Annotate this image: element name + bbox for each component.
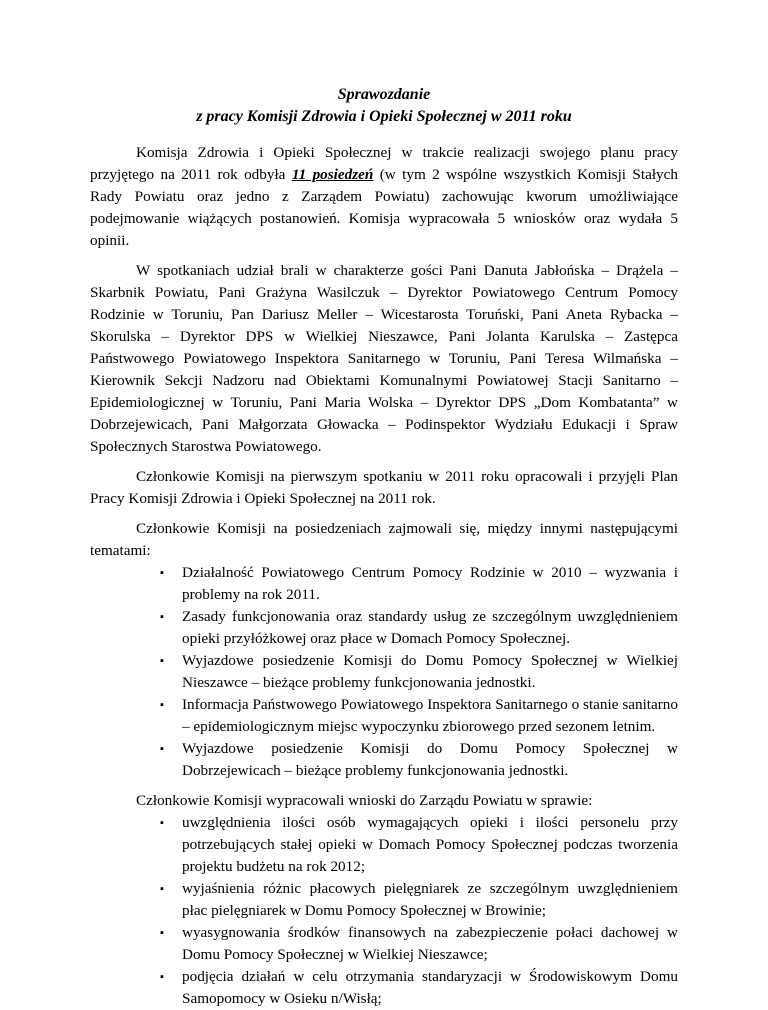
list-item [160, 878, 678, 922]
list-item [160, 738, 678, 782]
bullet-icon: ▪ [160, 567, 164, 579]
list-item [160, 650, 678, 694]
list-item-text: podjęcia działań w celu otrzymania standaryzacji w Środowiskowym Domu Samopomocy w Osieku n/Wisłą; [182, 968, 678, 1007]
document-page [90, 84, 678, 1010]
bullet-icon: ▪ [160, 699, 164, 711]
title-line-1: Sprawozdanie [337, 86, 431, 103]
paragraph-guests: W spotkaniach udział brali w charakterze gości Pani Danuta Jabłońska – Drążela – Skarbnik Powiatu, Pani Grażyna Wasilczuk – Dyrektor Powiatowego Centrum Pomocy Rodzinie w Toruniu, Pan Dariusz Meller – Wicestarosta Toruński, Pani Aneta Rybacka – Skorulska – Dyrektor DPS w Wielkiej Nieszawce, Pani Jolanta Karulska – Zastępca Państwowego Powiatowego Inspektora Sanitarnego w Toruniu, Pani Teresa Wilmańska – Kierownik Sekcji Nadzoru nad Obiektami Komunalnymi Powiatowej Stacji Sanitarno – Epidemiologicznej w Toruniu, Pani Maria Wolska – Dyrektor DPS „Dom Kombatanta” w Dobrzejewicach, Pani Małgorzata Głowacka – Podinspektor Wydziału Edukacji i Spraw Społecznych Starostwa Powiatowego. [90, 262, 678, 455]
list-item-text: Zasady funkcjonowania oraz standardy usług ze szczególnym uwzględnieniem opieki przyłóżkowej oraz płace w Domach Pomocy Społecznej. [182, 608, 678, 647]
list-item-text: Działalność Powiatowego Centrum Pomocy Rodzinie w 2010 – wyzwania i problemy na rok 2011. [182, 564, 678, 603]
list-item [160, 812, 678, 878]
paragraph-topics-intro: Członkowie Komisji na posiedzeniach zajmowali się, między innymi następującymi tematami: [90, 520, 678, 559]
bullet-icon: ▪ [160, 971, 164, 983]
list-item-text: Wyjazdowe posiedzenie Komisji do Domu Pomocy Społecznej w Wielkiej Nieszawce – bieżące problemy funkcjonowania jednostki. [182, 652, 678, 691]
paragraph-sessions-text-b: (w tym 2 wspólne wszystkich Komisji Stałych Rady Powiatu oraz jedno z Zarządem Powiatu) zachowując kworum umożliwiające podejmowanie wiążących postanowień. Komisja wypracowała 5 wniosków oraz wydała 5 opinii. [90, 166, 678, 249]
list-item-text: wyasygnowania środków finansowych na zabezpieczenie połaci dachowej w Domu Pomocy Społecznej w Wielkiej Nieszawce; [182, 924, 678, 963]
bullet-icon: ▪ [160, 611, 164, 623]
bullet-icon: ▪ [160, 883, 164, 895]
paragraph-sessions [90, 142, 678, 252]
list-item [160, 606, 678, 650]
list-item [160, 966, 678, 1010]
list-item [160, 694, 678, 738]
document-title [90, 84, 678, 128]
topics-list [90, 562, 678, 782]
paragraph-requests-intro: Członkowie Komisji wypracowali wnioski do Zarządu Powiatu w sprawie: [136, 792, 593, 809]
bullet-icon: ▪ [160, 927, 164, 939]
list-item-text: wyjaśnienia różnic płacowych pielęgniarek ze szczególnym uwzględnieniem płac pielęgniarek w Domu Pomocy Społecznej w Browinie; [182, 880, 678, 919]
list-item-text: Wyjazdowe posiedzenie Komisji do Domu Pomocy Społecznej w Dobrzejewicach – bieżące problemy funkcjonowania jednostki. [182, 740, 678, 779]
list-item [160, 922, 678, 966]
title-line-2: z pracy Komisji Zdrowia i Opieki Społecznej w 2011 roku [196, 108, 572, 125]
list-item-text: uwzględnienia ilości osób wymagających opieki i ilości personelu przy potrzebujących stałej opieki w Domach Pomocy Społecznej podczas tworzenia projektu budżetu na rok 2012; [182, 814, 678, 875]
paragraph-plan: Członkowie Komisji na pierwszym spotkaniu w 2011 roku opracowali i przyjęli Plan Pracy Komisji Zdrowia i Opieki Społecznej na 2011 rok. [90, 468, 678, 507]
list-item-text: Informacja Państwowego Powiatowego Inspektora Sanitarnego o stanie sanitarno – epidemiologicznym miejsc wypoczynku zbiorowego przed sezonem letnim. [182, 696, 678, 735]
sessions-count-emphasis: 11 posiedzeń [291, 166, 374, 183]
bullet-icon: ▪ [160, 817, 164, 829]
bullet-icon: ▪ [160, 655, 164, 667]
requests-list [90, 812, 678, 1010]
bullet-icon: ▪ [160, 743, 164, 755]
list-item [160, 562, 678, 606]
paragraph-sessions-text-a: Komisja Zdrowia i Opieki Społecznej w trakcie realizacji swojego planu pracy przyjętego na 2011 rok odbyła [90, 144, 678, 183]
